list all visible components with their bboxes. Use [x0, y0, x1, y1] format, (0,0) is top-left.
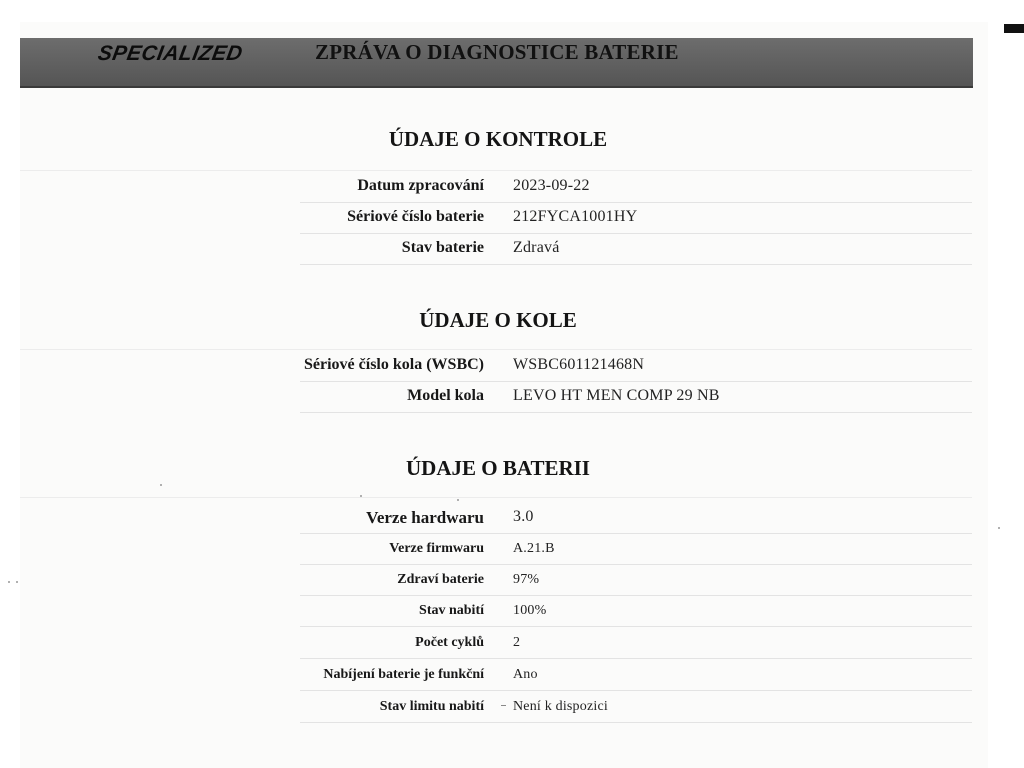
table-row [0, 233, 1024, 264]
divider [300, 264, 972, 265]
report-title: ZPRÁVA O DIAGNOSTICE BATERIE [315, 40, 679, 64]
row-value: 212FYCA1001HY [513, 208, 638, 225]
scan-speck [457, 499, 459, 501]
divider [300, 412, 972, 413]
scan-edge-mark [1004, 24, 1024, 33]
table-row [0, 659, 1024, 690]
table-row [0, 350, 1024, 381]
row-label: Model kola [407, 387, 484, 404]
table-row [0, 202, 1024, 233]
brand-logo: SPECIALIZED [96, 42, 245, 65]
section-title-inspection: ÚDAJE O KONTROLE [388, 127, 608, 151]
table-row [0, 381, 1024, 412]
row-label: Zdraví baterie [397, 572, 484, 587]
row-value: LEVO HT MEN COMP 29 NB [513, 387, 720, 404]
divider [20, 497, 972, 498]
row-value: 97% [513, 572, 540, 587]
row-label: Verze hardwaru [366, 508, 484, 527]
row-value: WSBC601121468N [513, 356, 645, 373]
row-value: 2 [513, 635, 521, 650]
row-label: Nabíjení baterie je funkční [323, 667, 484, 682]
section-title-bike: ÚDAJE O KOLE [419, 308, 577, 332]
row-label: Stav nabití [419, 603, 484, 618]
row-label: Sériové číslo kola (WSBC) [304, 356, 484, 373]
row-label: Sériové číslo baterie [347, 208, 484, 225]
row-label: Verze firmwaru [389, 541, 484, 556]
table-row [0, 533, 1024, 564]
row-label: Stav limitu nabití [379, 699, 484, 714]
table-row [0, 564, 1024, 595]
row-value: Není k dispozici [513, 699, 608, 714]
scan-speck [998, 527, 1000, 529]
table-row [0, 171, 1024, 202]
report-header [20, 38, 973, 88]
scan-speck [16, 581, 18, 583]
table-row [0, 595, 1024, 626]
table-row [0, 691, 1024, 722]
row-value: 3.0 [513, 508, 534, 525]
divider [300, 722, 972, 723]
scan-speck [360, 495, 362, 497]
table-row [0, 627, 1024, 658]
row-value: 2023-09-22 [513, 177, 590, 194]
row-label: Počet cyklů [415, 635, 484, 650]
row-label: Datum zpracování [357, 177, 484, 194]
scan-speck [160, 484, 162, 486]
row-value: A.21.B [513, 541, 555, 556]
table-row [0, 502, 1024, 533]
row-label: Stav baterie [401, 239, 484, 256]
row-value: Ano [513, 667, 538, 682]
scan-speck [8, 581, 10, 583]
row-value: Zdravá [513, 239, 560, 256]
section-title-battery: ÚDAJE O BATERII [406, 456, 590, 480]
scan-dash-mark [501, 705, 506, 706]
row-value: 100% [513, 603, 547, 618]
